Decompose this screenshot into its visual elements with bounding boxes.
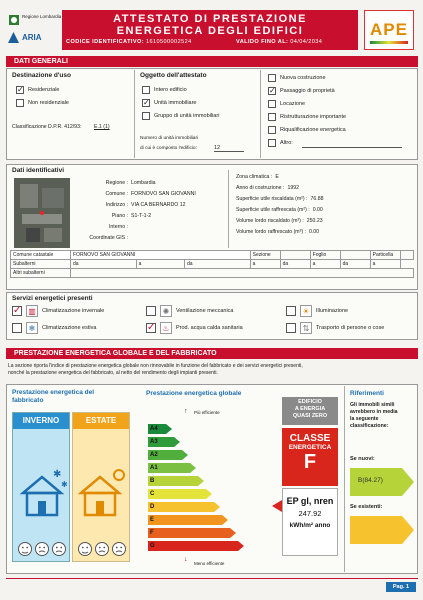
service-label: Climatizzazione invernale <box>42 308 105 314</box>
bulb-icon: ☀ <box>300 305 312 317</box>
if-new-value: B(84.27) <box>358 477 383 484</box>
reason-label: Altro: <box>280 140 293 146</box>
energy-class-bar: A2 <box>148 450 182 460</box>
id-right-value: 0.00 <box>308 229 320 235</box>
energy-class-bar: A4 <box>148 424 166 434</box>
aria-logo: ARIA <box>8 32 58 44</box>
da-label: da <box>340 260 370 269</box>
subalterni-row <box>11 260 414 269</box>
units-label: Numero di unità immobiliari <box>140 136 199 141</box>
id-left-label: Comune : <box>105 191 128 197</box>
da-label: da <box>280 260 310 269</box>
id-right-value: 1992 <box>287 185 299 191</box>
id-left-value: FORNOVO SAN GIOVANNI <box>131 191 196 197</box>
unit-label: Unità immobiliare <box>154 100 197 106</box>
a-label: a <box>250 260 280 269</box>
da-label: da <box>71 260 137 269</box>
fan-icon: ✺ <box>160 305 172 317</box>
id-left-value: S1-T-1-2 <box>131 213 152 219</box>
ep-box: EP gl, nren 247.92 kWh/m² anno <box>282 488 338 556</box>
service-checkbox[interactable]: ✓ <box>147 322 156 333</box>
reason-label: Locazione <box>280 101 306 107</box>
energy-class-bar: E <box>148 515 222 525</box>
if-new-label: Se nuovi: <box>350 456 375 462</box>
performance-intro-2: nonché la prestazione energetica del fabbricato, al netto del rendimento degli impianti presenti. <box>8 370 218 376</box>
less-efficient-arrow-icon: ↓ <box>184 556 188 563</box>
whole-building-label: Intero edificio <box>154 87 187 93</box>
energy-class-bar: A1 <box>148 463 190 473</box>
residential-checkbox[interactable]: ✓ <box>17 85 24 94</box>
winter-label: INVERNO <box>13 413 69 429</box>
reason-label: Riqualificazione energetica <box>280 127 346 133</box>
svg-text:✱: ✱ <box>53 469 62 480</box>
if-existing-arrow-tip-icon <box>402 516 414 544</box>
building-photo <box>14 178 70 248</box>
valid-label: VALIDO FINO AL: <box>236 39 289 45</box>
reason-checkbox[interactable]: ✓ <box>269 86 276 95</box>
reference-title: Riferimenti <box>350 390 384 397</box>
summer-panel <box>72 412 130 562</box>
more-efficient-label: Più efficiente <box>194 410 220 415</box>
id-left-label: Coordinate GIS : <box>89 235 128 241</box>
if-new-arrow <box>350 468 402 496</box>
more-efficient-arrow-icon: ↑ <box>184 408 188 415</box>
service-checkbox[interactable]: ✓ <box>13 305 22 316</box>
units-label-2: di cui è composto l'edificio: <box>140 146 197 151</box>
region-lombardia-logo-icon <box>8 14 20 26</box>
unit-checkbox[interactable]: ✓ <box>143 98 150 107</box>
id-left-label: Regione : <box>105 180 128 186</box>
less-efficient-label: Meno efficiente <box>194 561 225 566</box>
radiator-icon: ▥ <box>26 305 38 317</box>
service-label: Illuminazione <box>316 308 349 314</box>
service-label: Ventilazione meccanica <box>176 308 234 314</box>
if-existing-arrow <box>350 516 402 544</box>
id-left-label: Interno : <box>108 224 128 230</box>
a-label: a <box>370 260 400 269</box>
code-label: CODICE IDENTIFICATIVO: <box>66 39 144 45</box>
subalterni-label: Subalterni <box>11 260 71 269</box>
classification-label: Classificazione D.P.R. 412/93: <box>12 124 82 130</box>
classification-value: E.1 (1) <box>94 124 110 130</box>
class-pointer-icon <box>270 410 282 560</box>
performance-intro-1: La sezione riporta l'indice di prestazione energetica globale non rinnovabile in funzione del fabbricato e dei servizi energetici presenti, <box>8 363 303 369</box>
service-checkbox[interactable] <box>12 323 22 333</box>
region-logo: Regione Lombardia <box>8 12 58 28</box>
ape-logo: APE <box>364 10 414 50</box>
snowflake-icon: ❄ <box>26 322 38 334</box>
residential-label: Residenziale <box>28 87 60 93</box>
id-right-label: Volume lordo riscaldato (m³) : 250.23 <box>236 218 323 224</box>
service-checkbox[interactable] <box>286 323 296 333</box>
non-residential-label: Non residenziale <box>28 100 69 106</box>
reason-label: Nuova costruzione <box>280 75 326 81</box>
reason-checkbox[interactable] <box>268 74 276 82</box>
tap-icon: ♨ <box>160 322 172 334</box>
if-existing-label: Se esistenti: <box>350 504 383 510</box>
global-perf-title: Prestazione energetica globale <box>146 390 242 397</box>
general-section-bar: DATI GENERALI <box>6 56 418 67</box>
da-label: da <box>184 260 250 269</box>
building-perf-title-2: fabbricato <box>12 397 44 404</box>
group-units-checkbox[interactable] <box>142 112 150 120</box>
id-right-label: Anno di costruzione : 1992 <box>236 185 299 191</box>
title-line-1: ATTESTATO DI PRESTAZIONE <box>113 13 307 25</box>
energy-class-bar: D <box>148 502 214 512</box>
reason-checkbox[interactable] <box>268 139 276 147</box>
non-residential-checkbox[interactable] <box>16 99 24 107</box>
destination-title: Destinazione d'uso <box>12 72 71 79</box>
particella-label: Particella <box>370 251 400 260</box>
id-right-label: Superficie utile riscaldata (m²) : 76.88 <box>236 196 324 202</box>
building-perf-title-1: Prestazione energetica del <box>12 389 95 396</box>
service-checkbox[interactable] <box>146 306 156 316</box>
summer-label: ESTATE <box>73 413 129 429</box>
reason-label: Passaggio di proprietà <box>280 88 335 94</box>
nzeb-box: EDIFICIO A ENERGIA QUASI ZERO <box>282 397 338 425</box>
energy-class-bar: C <box>148 489 206 499</box>
energy-class-bar: A3 <box>148 437 174 447</box>
aerial-photo-image <box>14 178 70 248</box>
if-new-arrow-tip-icon <box>402 468 414 496</box>
winter-panel <box>12 412 70 562</box>
service-label: Climatizzazione estiva <box>42 325 97 331</box>
valid-value: 04/04/2034 <box>290 39 323 45</box>
reason-checkbox[interactable] <box>268 126 276 134</box>
summer-house-icon <box>73 463 131 523</box>
id-right-value: 0.00 <box>312 207 323 213</box>
id-right-value: E <box>275 174 279 180</box>
aria-logo-icon <box>8 32 19 43</box>
page-number: Pag. 1 <box>386 582 416 592</box>
id-right-label: Zona climatica : E <box>236 174 279 180</box>
id-right-value: 250.23 <box>306 218 323 224</box>
svg-text:✱: ✱ <box>61 480 68 489</box>
winter-rating-faces-icon <box>13 539 71 559</box>
summer-rating-faces-icon <box>73 539 131 559</box>
reference-text-2: avrebbero in media <box>350 409 398 415</box>
ep-value: 247.92 <box>298 509 322 518</box>
energy-class-bar: G <box>148 541 238 551</box>
code-value: 1610500002524 <box>145 39 192 45</box>
identification-title: Dati identificativi <box>12 167 65 174</box>
winter-house-icon <box>13 463 71 523</box>
service-label: Trasporto di persone o cose <box>316 325 385 331</box>
id-left-label: Piano : <box>111 213 128 219</box>
object-title: Oggetto dell'attestato <box>140 72 207 79</box>
id-right-label: Volume lordo raffrescato (m³) : 0.00 <box>236 229 320 235</box>
altri-subalterni-label: Altri subalterni <box>11 269 71 278</box>
a-label: a <box>310 260 340 269</box>
reference-text-3: la seguente <box>350 416 379 422</box>
sezione-label: Sezione <box>250 251 280 260</box>
services-title: Servizi energetici presenti <box>12 295 93 302</box>
elevator-icon: ⇅ <box>300 322 312 334</box>
reason-checkbox[interactable] <box>268 113 276 121</box>
reason-label: Ristrutturazione importante <box>280 114 347 120</box>
title-line-2: ENERGETICA DEGLI EDIFICI <box>116 25 304 37</box>
energy-class-bar: F <box>148 528 230 538</box>
id-left-value: Lombardia <box>131 180 156 186</box>
performance-section-title: PRESTAZIONE ENERGETICA GLOBALE E DEL FABBRICATO <box>14 350 217 357</box>
comune-catastale-value: FORNOVO SAN GIOVANNI <box>71 251 251 260</box>
reference-text-1: Gli immobili simili <box>350 402 395 408</box>
a-label: a <box>136 260 184 269</box>
comune-catastale-label: Comune catastale <box>11 251 71 260</box>
whole-building-checkbox[interactable] <box>142 86 150 94</box>
units-value: 12 <box>214 145 244 152</box>
reference-text-4: classificazione: <box>350 423 389 429</box>
class-box: CLASSE ENERGETICA F <box>282 428 338 486</box>
group-units-label: Gruppo di unità immobiliari <box>154 113 220 119</box>
service-checkbox[interactable] <box>286 306 296 316</box>
id-left-label: Indirizzo : <box>105 202 128 208</box>
service-label: Prod. acqua calda sanitaria <box>176 325 243 331</box>
class-value: F <box>303 451 317 473</box>
id-right-label: Superficie utile raffrescata (m²) : 0.00 <box>236 207 323 213</box>
id-left-value: VIA CA BERNARDO 12 <box>131 202 186 208</box>
foglio-label: Foglio <box>310 251 340 260</box>
id-right-value: 76.88 <box>310 196 324 202</box>
title-banner <box>62 10 358 50</box>
energy-class-bar: B <box>148 476 198 486</box>
reason-checkbox[interactable] <box>268 100 276 108</box>
cadastre-table <box>10 250 414 278</box>
